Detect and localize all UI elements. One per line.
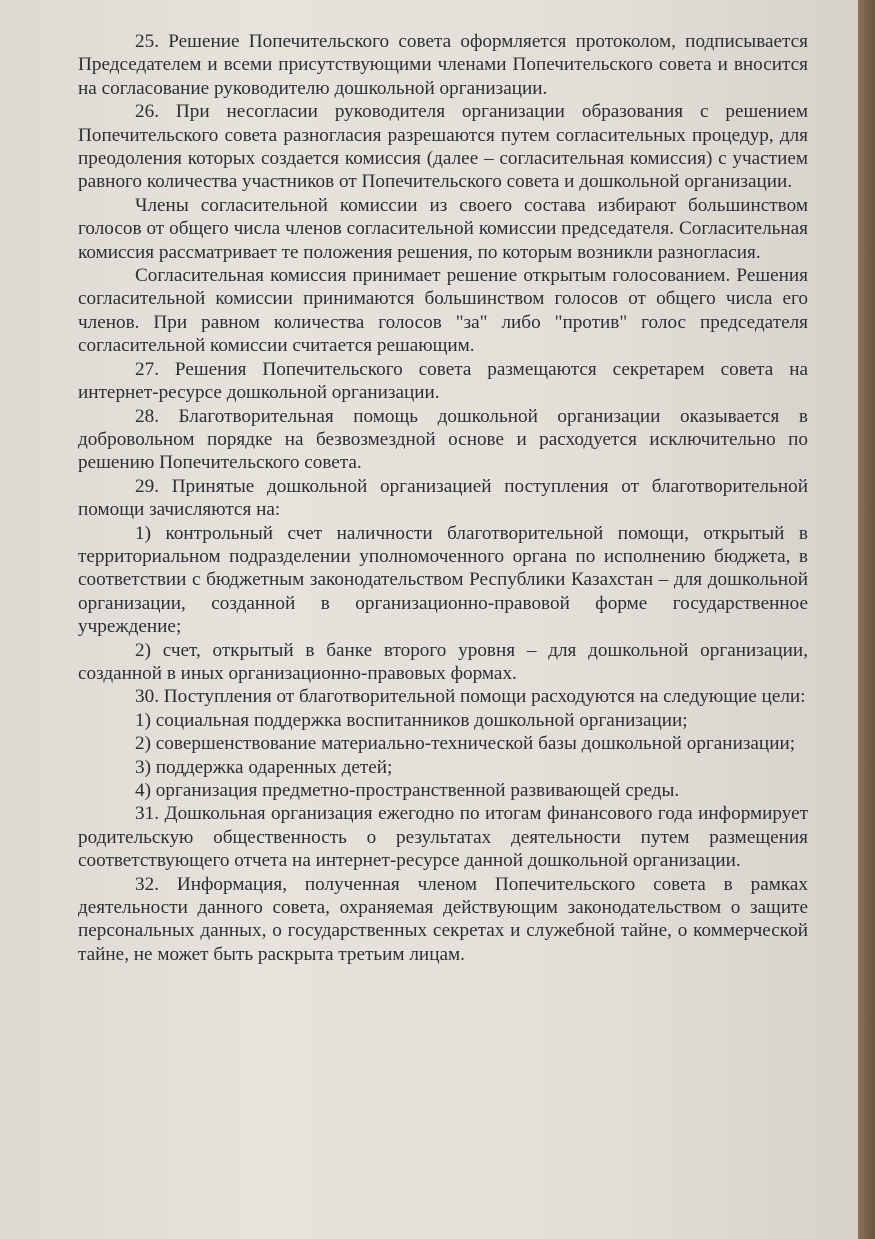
paragraph-29-item-2: 2) счет, открытый в банке второго уровня – для дошкольной организации, созданной в иных организационно-правовых формах. (78, 639, 808, 684)
paragraph-26-voting: Согласительная комиссия принимает решение открытым голосованием. Решения согласительной комиссии принимаются большинством голосов от общего числа его членов. При равном количества голосов "за" либо "против" голос председателя согласительной комиссии считается решающим. (78, 265, 808, 357)
paragraph-28: 28. Благотворительная помощь дошкольной организации оказывается в добровольном порядке на безвозмездной основе и расходуется исключительно по решению Попечительского совета. (78, 405, 808, 474)
paragraph-26: 26. При несогласии руководителя организации образования с решением Попечительского совета разногласия разрешаются путем согласительных процедур, для преодоления которых создается комиссия (далее – согласительная комиссия) с участием равного количества участников от Попечительского совета и дошкольной организации. (78, 101, 808, 193)
paragraph-30-item-1: 1) социальная поддержка воспитанников дошкольной организации; (135, 709, 688, 731)
document-text (78, 30, 808, 966)
paragraph-25: 25. Решение Попечительского совета оформляется протоколом, подписывается Председателем и всеми присутствующими членами Попечительского совета и вносится на согласование руководителю дошкольной организации. (78, 31, 808, 99)
paragraph-32: 32. Информация, полученная членом Попечительского совета в рамках деятельности данного совета, охраняемая действующим законодательством о защите персональных данных, о государственных секретах и служебной тайне, о коммерческой тайне, не может быть раскрыта третьим лицам. (78, 873, 808, 965)
paragraph-30: 30. Поступления от благотворительной помощи расходуются на следующие цели: (135, 686, 806, 708)
paragraph-29-item-1: 1) контрольный счет наличности благотворительной помощи, открытый в территориальном подразделении уполномоченного органа по исполнению бюджета, в соответствии с бюджетным законодательством Республики Казахстан – для дошкольной организации, созданной в организационно-правовой форме государственное учреждение; (78, 522, 808, 638)
paragraph-30-item-2: 2) совершенствование материально-технической базы дошкольной организации; (135, 733, 796, 755)
paragraph-26-members: Члены согласительной комиссии из своего состава избирают большинством голосов от общего числа членов согласительной комиссии председателя. Согласительная комиссия рассматривает те положения решения, по которым возникли разногласия. (78, 194, 808, 263)
paragraph-31: 31. Дошкольная организация ежегодно по итогам финансового года информирует родительскую общественность о результатах деятельности путем размещения соответствующего отчета на интернет-ресурсе данной дошкольной организации. (78, 803, 808, 872)
paragraph-29: 29. Принятые дошкольной организацией поступления от благотворительной помощи зачисляются на: (78, 475, 808, 521)
page-edge (858, 0, 875, 1239)
paragraph-30-item-3: 3) поддержка одаренных детей; (135, 756, 393, 778)
paragraph-27: 27. Решения Попечительского совета размещаются секретарем совета на интернет-ресурсе дошкольной организации. (78, 358, 808, 404)
paragraph-30-item-4: 4) организация предметно-пространственной развивающей среды. (135, 780, 680, 801)
